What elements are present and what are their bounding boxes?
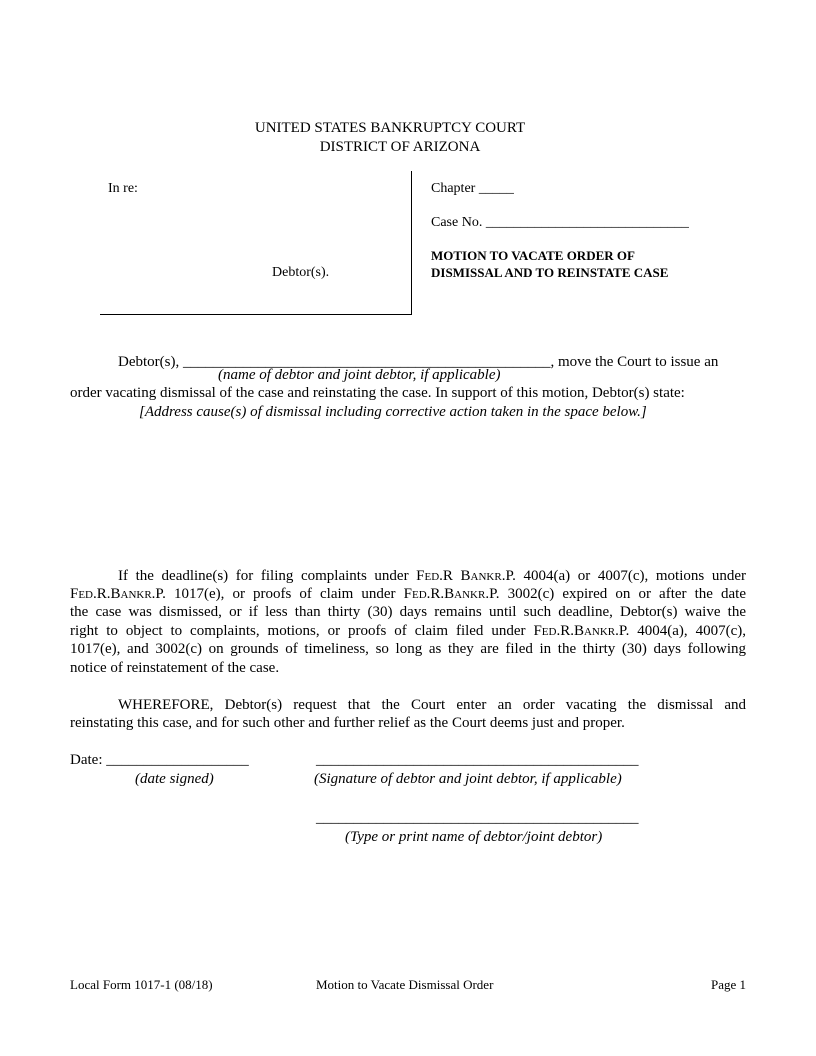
- caption-horizontal-rule: [100, 314, 412, 315]
- printed-name-hint: (Type or print name of debtor/joint debtor): [345, 829, 603, 845]
- motion-title-line2: DISMISSAL AND TO REINSTATE CASE: [431, 265, 669, 280]
- signature-hint: (Signature of debtor and joint debtor, if applicable): [314, 771, 622, 787]
- deadline-line4: right to object to complaints, motions, or proofs of claim filed under Fed.R.Bankr.P. 4004(a), 4007(c),: [70, 623, 746, 639]
- deadline-line6: notice of reinstatement of the case.: [70, 660, 280, 676]
- debtor-name-hint: (name of debtor and joint debtor, if applicable): [218, 367, 501, 383]
- footer-form-id: Local Form 1017-1 (08/18): [70, 977, 213, 992]
- deadline-line1: If the deadline(s) for filing complaints under Fed.R Bankr.P. 4004(a) or 4007(c), motions under: [118, 568, 746, 584]
- deadline-line5: 1017(e), and 3002(c) on grounds of timeliness, so long as they are filed in the thirty (30) days following: [70, 641, 746, 657]
- dismissal-cause-textarea[interactable]: [70, 425, 746, 560]
- intro-line2: order vacating dismissal of the case and reinstating the case. In support of this motion, Debtor(s) state:: [70, 385, 685, 401]
- dismissal-cause-instruction: [Address cause(s) of dismissal including corrective action taken in the space below.]: [139, 404, 647, 420]
- court-district: DISTRICT OF ARIZONA: [319, 139, 481, 155]
- motion-title-line1: MOTION TO VACATE ORDER OF: [431, 248, 635, 263]
- debtors-label: Debtor(s).: [272, 265, 330, 280]
- caption-vertical-rule: [411, 171, 412, 315]
- debtor-name-field[interactable]: Debtor(s), _________________________________________________, move the Court to issue an: [118, 354, 719, 370]
- in-re-label: In re:: [108, 181, 138, 196]
- deadline-line3: the case was dismissed, or if less than thirty (30) days remains until such deadline, Debtor(s) waive the: [70, 604, 746, 620]
- printed-name-line[interactable]: ___________________________________________: [316, 810, 639, 826]
- chapter-field[interactable]: Chapter _____: [431, 181, 514, 196]
- footer-form-title: Motion to Vacate Dismissal Order: [316, 977, 494, 992]
- footer-page-number: Page 1: [710, 977, 746, 992]
- signature-line[interactable]: ___________________________________________: [316, 752, 639, 768]
- wherefore-line2: reinstating this case, and for such other and further relief as the Court deems just and proper.: [70, 715, 625, 731]
- date-field[interactable]: Date: ___________________: [70, 752, 249, 768]
- case-number-field[interactable]: Case No. _____________________________: [431, 215, 689, 230]
- date-hint: (date signed): [135, 771, 214, 787]
- court-name: UNITED STATES BANKRUPTCY COURT: [254, 120, 526, 136]
- wherefore-line1: WHEREFORE, Debtor(s) request that the Court enter an order vacating the dismissal and: [118, 697, 746, 713]
- deadline-line2: Fed.R.Bankr.P. 1017(e), or proofs of claim under Fed.R.Bankr.P. 3002(c) expired on or after the date: [70, 586, 746, 602]
